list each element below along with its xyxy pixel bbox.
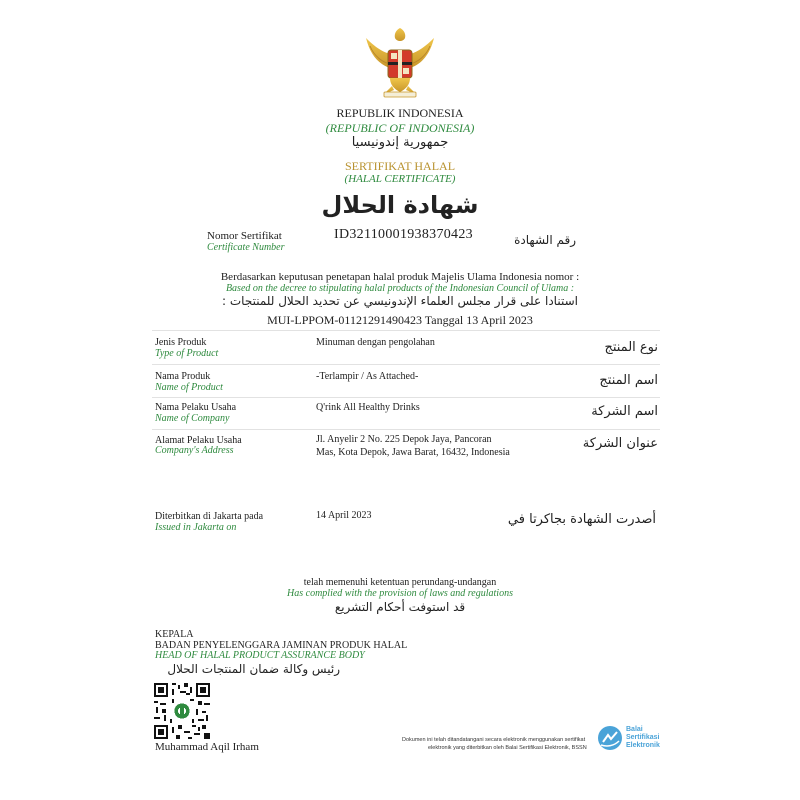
issued-date: 14 April 2023 (316, 510, 372, 521)
divider (152, 397, 660, 398)
bsre-line2: Sertifikasi (626, 734, 660, 741)
country-name-en: (REPUBLIC OF INDONESIA) (325, 121, 475, 135)
field-label-en: Company's Address (155, 445, 234, 456)
signatory-body-en: HEAD OF HALAL PRODUCT ASSURANCE BODY (155, 650, 365, 661)
compliance-text-ar: قد استوفت أحكام التشريع (334, 600, 466, 614)
field-value-line2: Mas, Kota Depok, Jawa Barat, 16432, Indonesia (316, 447, 510, 458)
bsre-line3: Elektronik (626, 742, 660, 749)
field-label-ar: عنوان الشركة (582, 436, 658, 451)
decree-number: MUI-LPPOM-01121291490423 Tanggal 13 April 2023 (267, 313, 533, 327)
garuda-emblem-icon (360, 24, 440, 100)
field-label: Alamat Pelaku Usaha (155, 435, 242, 446)
decree-text-en: Based on the decree to stipulating halal products of the Indonesian Council of Ulama : (225, 283, 575, 294)
e-sign-note-line1: Dokumen ini telah ditandatangani secara elektronik menggunakan sertifikat (402, 737, 586, 743)
signatory-name: Muhammad Aqil Irham (155, 741, 259, 753)
e-sign-note-line2: elektronik yang diterbitkan oleh Balai Sertifikasi Elektronik, BSSN (428, 745, 587, 751)
cert-number-label-en: Certificate Number (207, 242, 285, 253)
issued-label-en: Issued in Jakarta on (155, 522, 237, 533)
decree-text: Berdasarkan keputusan penetapan halal produk Majelis Ulama Indonesia nomor : (220, 271, 580, 283)
field-label-ar: اسم الشركة (591, 404, 658, 419)
divider (152, 429, 660, 430)
field-label-en: Type of Product (155, 348, 219, 359)
field-label-en: Name of Company (155, 413, 230, 424)
cert-number-label: Nomor Sertifikat (207, 230, 282, 242)
bsre-logo-icon (597, 725, 623, 751)
certificate-title: SERTIFIKAT HALAL (344, 159, 456, 173)
cert-number-label-ar: رقم الشهادة (514, 233, 576, 247)
field-label: Nama Pelaku Usaha (155, 402, 237, 413)
cert-number-value: ID32110001938370423 (334, 227, 473, 242)
decree-text-ar: استنادا على قرار مجلس العلماء الإندونيسي عن تحديد الحلال للمنتجات : (222, 294, 578, 308)
field-label: Jenis Produk (155, 337, 207, 348)
field-value: Jl. Anyelir 2 No. 225 Depok Jaya, Pancoran (316, 434, 492, 445)
country-name-ar: جمهورية إندونيسيا (351, 135, 449, 150)
compliance-text: telah memenuhi ketentuan perundang-undangan (303, 577, 497, 588)
divider (152, 330, 660, 331)
issued-label-ar: أصدرت الشهادة بجاكرتا في (507, 512, 656, 527)
signatory-body-ar: رئيس وكالة ضمان المنتجات الحلال (167, 662, 340, 676)
field-value: -Terlampir / As Attached- (316, 371, 419, 382)
signatory-title: KEPALA (155, 629, 194, 640)
certificate-title-en: (HALAL CERTIFICATE) (344, 173, 456, 185)
field-label: Nama Produk (155, 371, 211, 382)
qr-code-icon (154, 683, 210, 739)
e-sign-note (402, 736, 587, 752)
bsre-line1: Balai (626, 726, 643, 733)
field-label-ar: اسم المنتج (599, 373, 658, 388)
field-value: Minuman dengan pengolahan (316, 337, 435, 348)
country-name: REPUBLIK INDONESIA (336, 106, 464, 120)
issued-label: Diterbitkan di Jakarta pada (155, 511, 264, 522)
field-value: Q'rink All Healthy Drinks (316, 402, 420, 413)
divider (152, 364, 660, 365)
bsre-logo (597, 725, 677, 755)
field-label-ar: نوع المنتج (604, 340, 658, 355)
field-label-en: Name of Product (155, 382, 223, 393)
compliance-text-en: Has complied with the provision of laws and regulations (287, 588, 513, 599)
certificate-title-ar: شهادة الحلال (321, 191, 479, 219)
signatory-body: BADAN PENYELENGGARA JAMINAN PRODUK HALAL (155, 640, 408, 651)
